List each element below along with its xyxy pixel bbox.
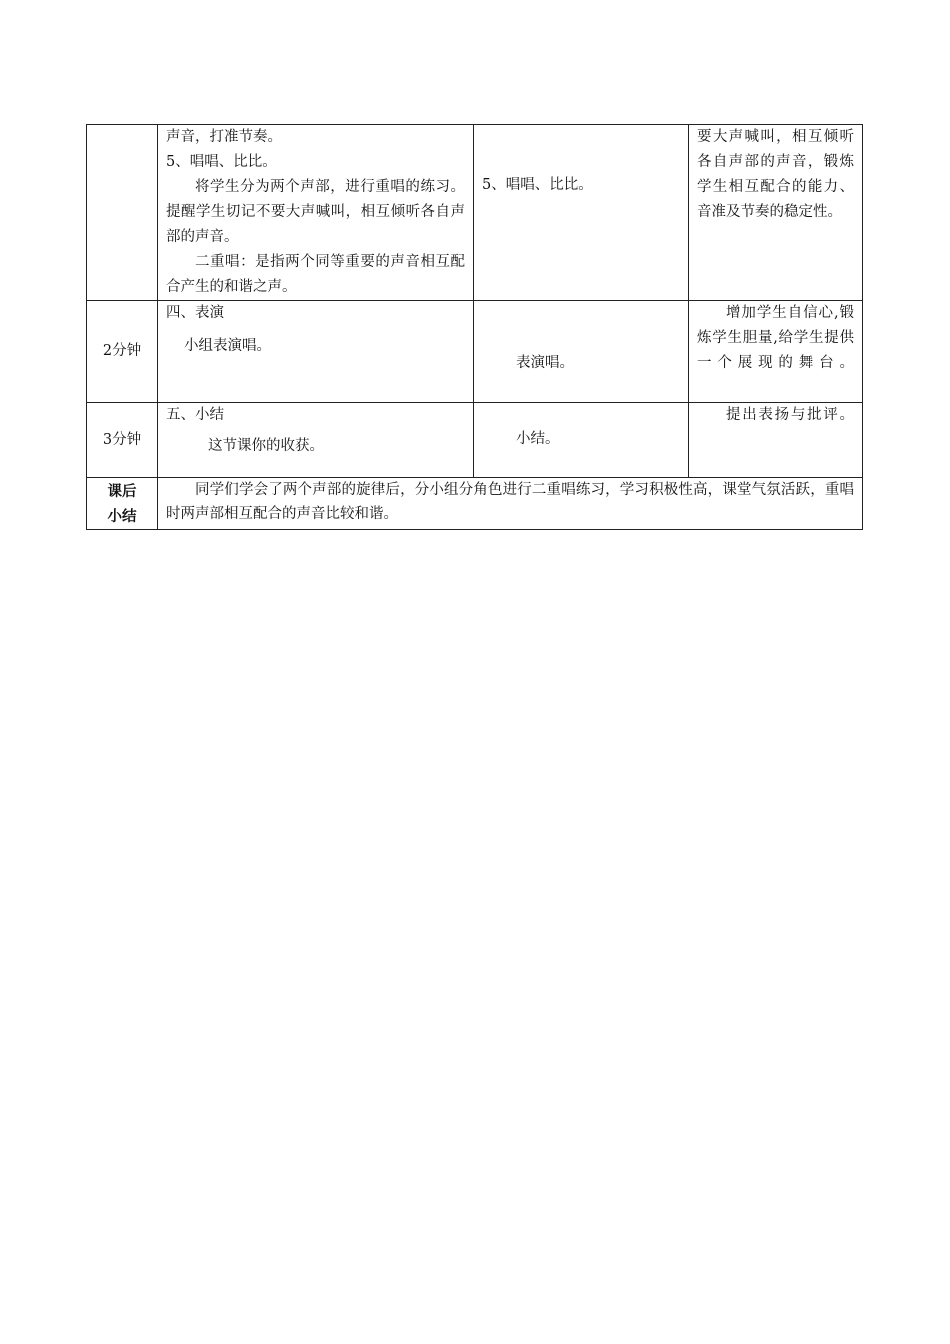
definition-text: 二重唱：是指两个同等重要的声音相互配合产生的和谐之声。 — [166, 254, 465, 295]
intent-text: 提出表扬与批评。 — [726, 407, 854, 423]
lesson-plan-table — [86, 124, 863, 530]
intent-text: 增加学生自信心,锻炼学生胆量,给学生提供一个展现的舞台。 — [697, 305, 854, 371]
teacher-text: 声音，打准节奏。 — [166, 129, 282, 145]
teacher-text: 这节课你的收获。 — [208, 438, 324, 454]
time-cell — [87, 301, 158, 403]
teacher-activity-cell — [158, 301, 474, 403]
time-cell — [87, 125, 158, 301]
teacher-activity-cell — [158, 403, 474, 478]
time-value: 3分钟 — [102, 431, 142, 448]
student-text: 表演唱。 — [516, 355, 574, 371]
student-activity-cell — [474, 125, 689, 301]
section-heading: 5、唱唱、比比。 — [166, 154, 277, 170]
student-activity-cell — [474, 403, 689, 478]
teacher-text: 将学生分为两个声部，进行重唱的练习。提醒学生切记不要大声喊叫，相互倾听各自声部的声音。 — [166, 179, 465, 245]
table-row — [87, 478, 863, 530]
student-activity-cell — [474, 301, 689, 403]
intent-text: 要大声喊叫，相互倾听各自声部的声音，锻炼学生相互配合的能力、音准及节奏的稳定性。 — [697, 129, 854, 220]
time-cell — [87, 403, 158, 478]
student-text: 小结。 — [516, 431, 560, 447]
section-heading: 五、小结 — [166, 407, 224, 423]
design-intent-cell — [689, 301, 863, 403]
teacher-activity-cell — [158, 125, 474, 301]
table-row — [87, 301, 863, 403]
time-value: 2分钟 — [102, 343, 142, 359]
design-intent-cell — [689, 125, 863, 301]
table-row — [87, 403, 863, 478]
summary-text: 同学们学会了两个声部的旋律后，分小组分角色进行二重唱练习，学习积极性高，课堂气氛活跃，重唱时两声部相互配合的声音比较和谐。 — [166, 482, 854, 522]
summary-label: 小结 — [107, 507, 137, 525]
design-intent-cell — [689, 403, 863, 478]
teacher-text: 小组表演唱。 — [184, 338, 271, 354]
summary-label-cell — [87, 478, 158, 530]
summary-label: 课后 — [107, 482, 137, 500]
student-text: 5、唱唱、比比。 — [482, 177, 593, 193]
table-row — [87, 125, 863, 301]
summary-text-cell — [158, 478, 863, 530]
section-heading: 四、表演 — [166, 305, 224, 321]
